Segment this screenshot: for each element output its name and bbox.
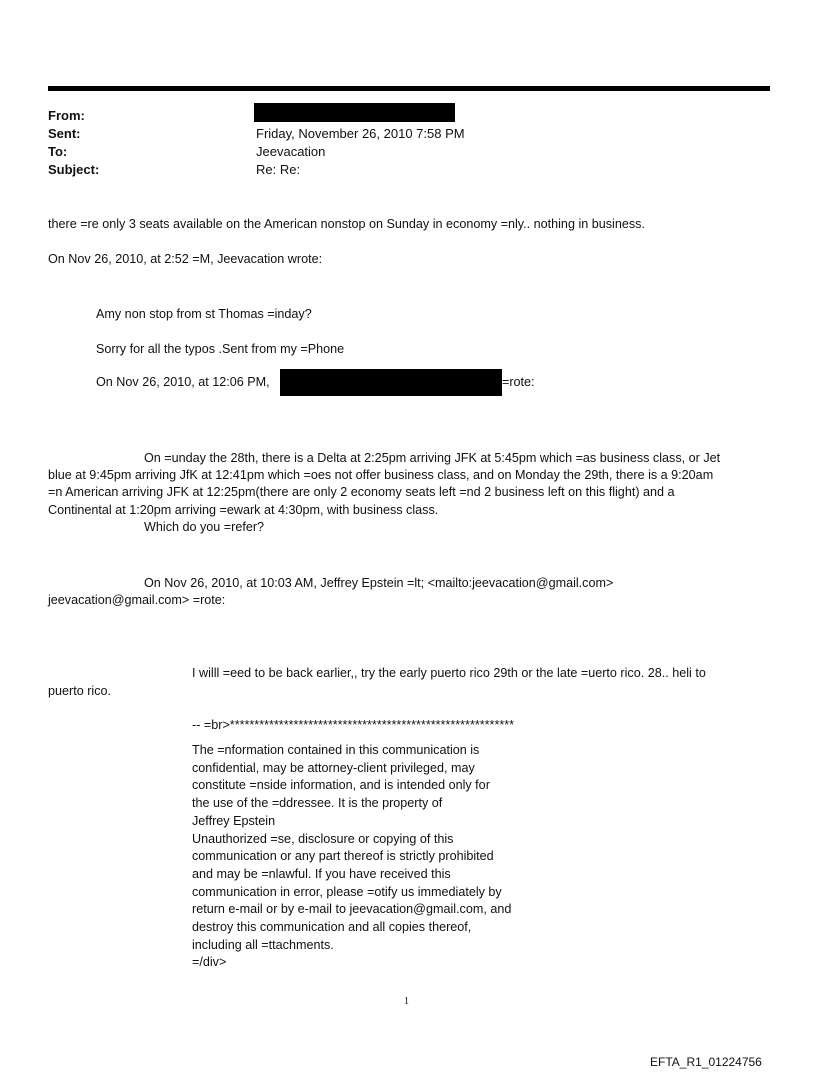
subject-label: Subject: — [48, 162, 100, 177]
reply-text: there =re only 3 seats available on the American nonstop on Sunday in economy =nly.. nothing in business. — [48, 217, 645, 231]
quote1-line2: Sorry for all the typos .Sent from my =Phone — [96, 342, 345, 356]
to-value: Jeevacation — [256, 144, 326, 159]
disclaimer-line: Unauthorized =se, disclosure or copying of this — [192, 831, 454, 846]
disclaimer-line: including all =ttachments. — [192, 937, 334, 952]
quote2-question: Which do you =refer? — [144, 520, 265, 534]
disclaimer-line: return e-mail or by e-mail to jeevacation@gmail.com, and — [192, 902, 512, 917]
disclaimer-line: and may be =nlawful. If you have received this — [192, 866, 451, 881]
disclaimer-block — [192, 742, 511, 972]
header-rule — [48, 86, 770, 91]
from-redaction — [254, 103, 455, 122]
disclaimer-line: The =nformation contained in this communication is — [192, 743, 480, 757]
from-label: From: — [48, 108, 85, 123]
disclaimer-line: communication or any part thereof is strictly prohibited — [192, 849, 494, 864]
disclaimer-line: constitute =nside information, and is intended only for — [192, 778, 490, 793]
quote2-header-start: On Nov 26, 2010, at 12:06 PM, — [96, 375, 270, 389]
quote2-para-line1: On =unday the 28th, there is a Delta at 2:25pm arriving JFK at 5:45pm which =as business class, or Jet — [144, 451, 721, 465]
disclaimer-line: Jeffrey Epstein — [192, 813, 276, 828]
quote1-line1: Amy non stop from st Thomas =inday? — [96, 307, 312, 321]
quote3-header-line2: jeevacation@gmail.com> =rote: — [48, 593, 226, 607]
quote3-line1: I willl =eed to be back earlier,, try the early puerto rico 29th or the late =uerto rico. 28.. heli to — [192, 666, 706, 680]
quote3-line2: puerto rico. — [48, 684, 111, 698]
to-label: To: — [48, 144, 68, 159]
disclaimer-line: the use of the =ddressee. It is the property of — [192, 796, 443, 811]
document-id-footer: EFTA_R1_01224756 — [650, 1055, 762, 1069]
sender-redaction — [280, 369, 502, 396]
signature-separator: -- =br>********************************************************** — [192, 718, 515, 732]
subject-value: Re: Re: — [256, 162, 301, 177]
sent-label: Sent: — [48, 126, 81, 141]
quote3-header-line1: On Nov 26, 2010, at 10:03 AM, Jeffrey Epstein =lt; <mailto:jeevacation@gmail.com> — [144, 576, 614, 590]
disclaimer-line: =/div> — [192, 955, 227, 970]
quote2-para-line4: Continental at 1:20pm arriving =ewark at 4:30pm, with business class. — [48, 503, 439, 517]
page-number: 1 — [404, 996, 409, 1007]
quote1-header: On Nov 26, 2010, at 2:52 =M, Jeevacation wrote: — [48, 252, 323, 266]
disclaimer-line: communication in error, please =otify us immediately by — [192, 884, 502, 899]
quote2-para-line3: =n American arriving JFK at 12:25pm(there are only 2 economy seats left =nd 2 business left on this flight) and a — [48, 485, 675, 499]
disclaimer-line: destroy this communication and all copies thereof, — [192, 920, 472, 935]
quote2-header-end: =rote: — [502, 375, 535, 389]
disclaimer-line: confidential, may be attorney-client privileged, may — [192, 760, 475, 775]
quote2-para-line2: blue at 9:45pm arriving JfK at 12:41pm which =oes not offer business class, and on Monday the 29th, there is a 9:20am — [48, 468, 714, 482]
sent-value: Friday, November 26, 2010 7:58 PM — [256, 126, 465, 141]
